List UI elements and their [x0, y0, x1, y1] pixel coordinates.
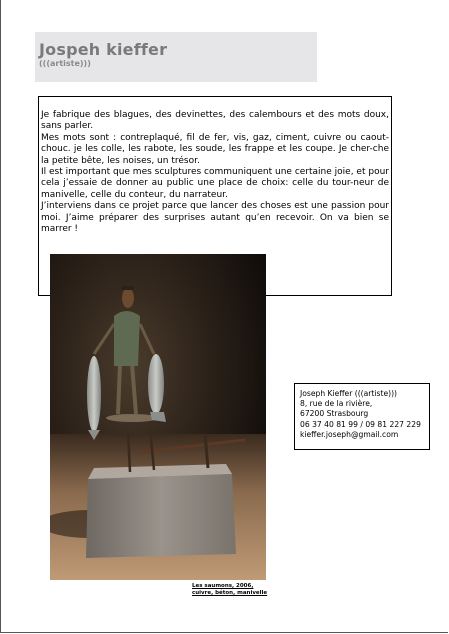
caption-line: cuivre, béton, manivelle	[192, 590, 268, 596]
artist-subtitle: (((artiste)))	[39, 59, 91, 68]
description-paragraph: J’interviens dans ce projet parce que lancer des choses est une passion pour moi. J’aime préparer des surprises autant qu’en recevoir. On va bien se marrer !	[41, 201, 389, 235]
fish-left	[87, 356, 101, 432]
contact-city: 67200 Strasbourg	[300, 409, 369, 419]
contact-street: 8, rue de la rivière,	[300, 399, 373, 409]
photo-caption	[192, 583, 267, 597]
contact-phones: 06 37 40 81 99 / 09 81 227 229	[300, 419, 421, 429]
description-paragraph: Mes mots sont : contreplaqué, fil de fer, vis, gaz, ciment, cuivre ou caout-chouc. je les colle, les rabote, les soude, les frappe et les coupe. Je cher-che la petite bête, les noises, un trésor.	[41, 132, 389, 166]
contact-name: Joseph Kieffer (((artiste)))	[300, 389, 398, 398]
fish-right	[148, 354, 164, 414]
contact-box	[294, 383, 430, 450]
concrete-block	[86, 474, 236, 558]
figure-leg	[118, 364, 120, 414]
figure-head	[122, 288, 134, 308]
figure-body	[114, 311, 140, 366]
sculpture-photo	[50, 254, 266, 580]
artist-name-title: Jospeh kieffer	[39, 40, 168, 59]
header-box	[35, 32, 317, 82]
figure-cap	[122, 286, 134, 290]
contact-email[interactable]: kieffer.joseph@gmail.com	[300, 429, 399, 439]
caption-line: Les saumons, 2006,	[192, 583, 254, 589]
description-paragraph: Je fabrique des blagues, des devinettes, des calembours et des mots doux, sans parler.	[41, 110, 389, 132]
description-paragraph: Il est important que mes sculptures communiquent une certaine joie, et pour cela j’essaie de donner au public une place de choix: celle du tour-neur de manivelle, celle du conteur, du narrateur.	[41, 167, 389, 200]
pedestal-plate	[106, 414, 158, 422]
